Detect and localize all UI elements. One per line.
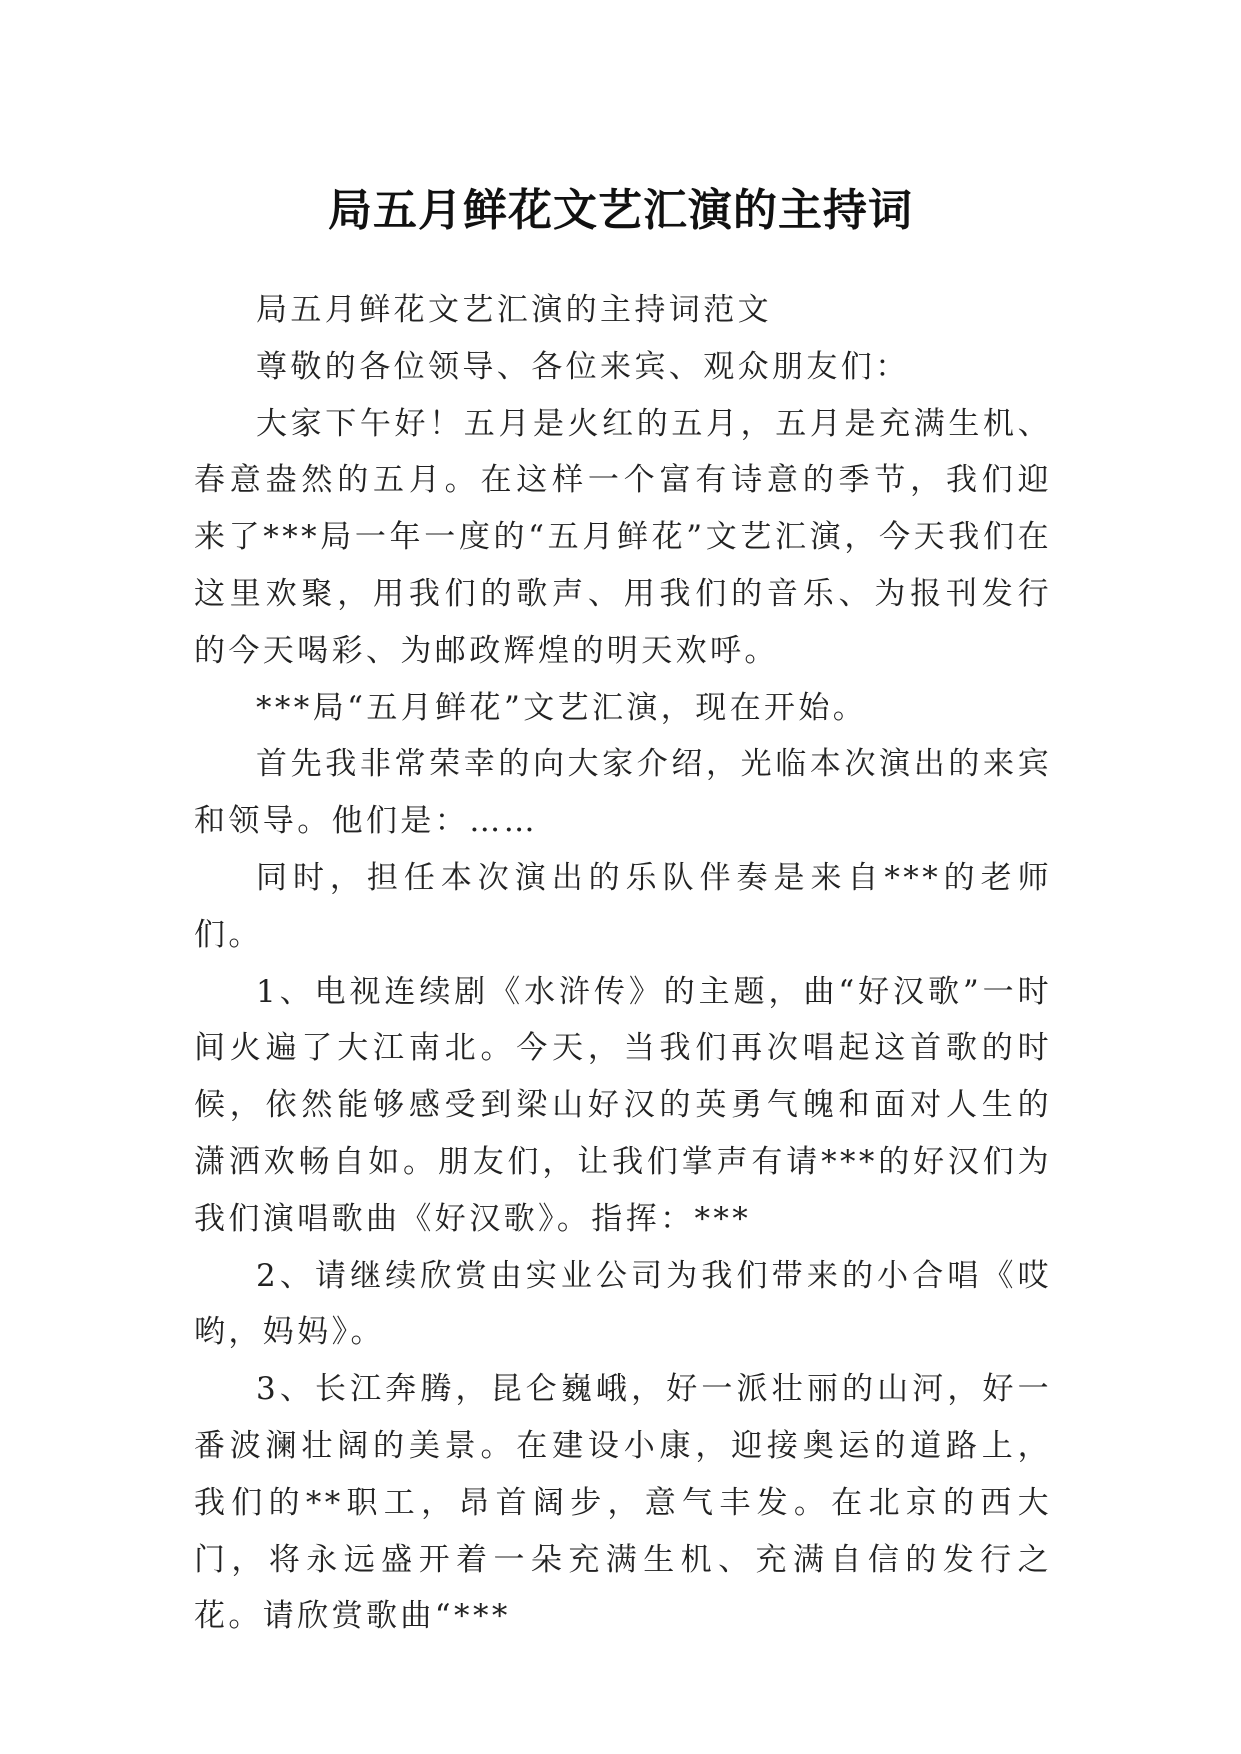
paragraph-program-1: 1、电视连续剧《水浒传》的主题，曲“好汉歌”一时间火遍了大江南北。今天，当我们再次唱起这首歌的时候，依然能够感受到梁山好汉的英勇气魄和面对人生的潇洒欢畅自如。朋友们，让我们掌声有请***的好汉们为我们演唱歌曲《好汉歌》。指挥：***: [194, 973, 1052, 1237]
document-body: [194, 282, 1052, 1645]
paragraph-program-2: 2、请继续欣赏由实业公司为我们带来的小合唱《哎哟，妈妈》。: [194, 1257, 1052, 1351]
paragraph-band: 同时，担任本次演出的乐队伴奏是来自***的老师们。: [194, 859, 1052, 953]
paragraph-opening: ***局“五月鲜花”文艺汇演，现在开始。: [256, 689, 868, 726]
paragraph-program-3: 3、长江奔腾，昆仑巍峨，好一派壮丽的山河，好一番波澜壮阔的美景。在建设小康，迎接奥运的道路上，我们的**职工，昂首阔步，意气丰发。在北京的西大门，将永远盛开着一朵充满生机、充满自信的发行之花。请欣赏歌曲“***: [194, 1371, 1052, 1635]
paragraph-guests: 首先我非常荣幸的向大家介绍，光临本次演出的来宾和领导。他们是：……: [194, 746, 1052, 840]
paragraph-subtitle: 局五月鲜花文艺汇演的主持词范文: [256, 292, 772, 328]
paragraph-salutation: 尊敬的各位领导、各位来宾、观众朋友们：: [256, 348, 910, 385]
paragraph-greeting: 大家下午好！五月是火红的五月，五月是充满生机、春意盎然的五月。在这样一个富有诗意的季节，我们迎来了***局一年一度的“五月鲜花”文艺汇演，今天我们在这里欢聚，用我们的歌声、用我们的音乐、为报刊发行的今天喝彩、为邮政辉煌的明天欢呼。: [194, 405, 1052, 669]
document-title: 局五月鲜花文艺汇演的主持词: [328, 185, 913, 237]
